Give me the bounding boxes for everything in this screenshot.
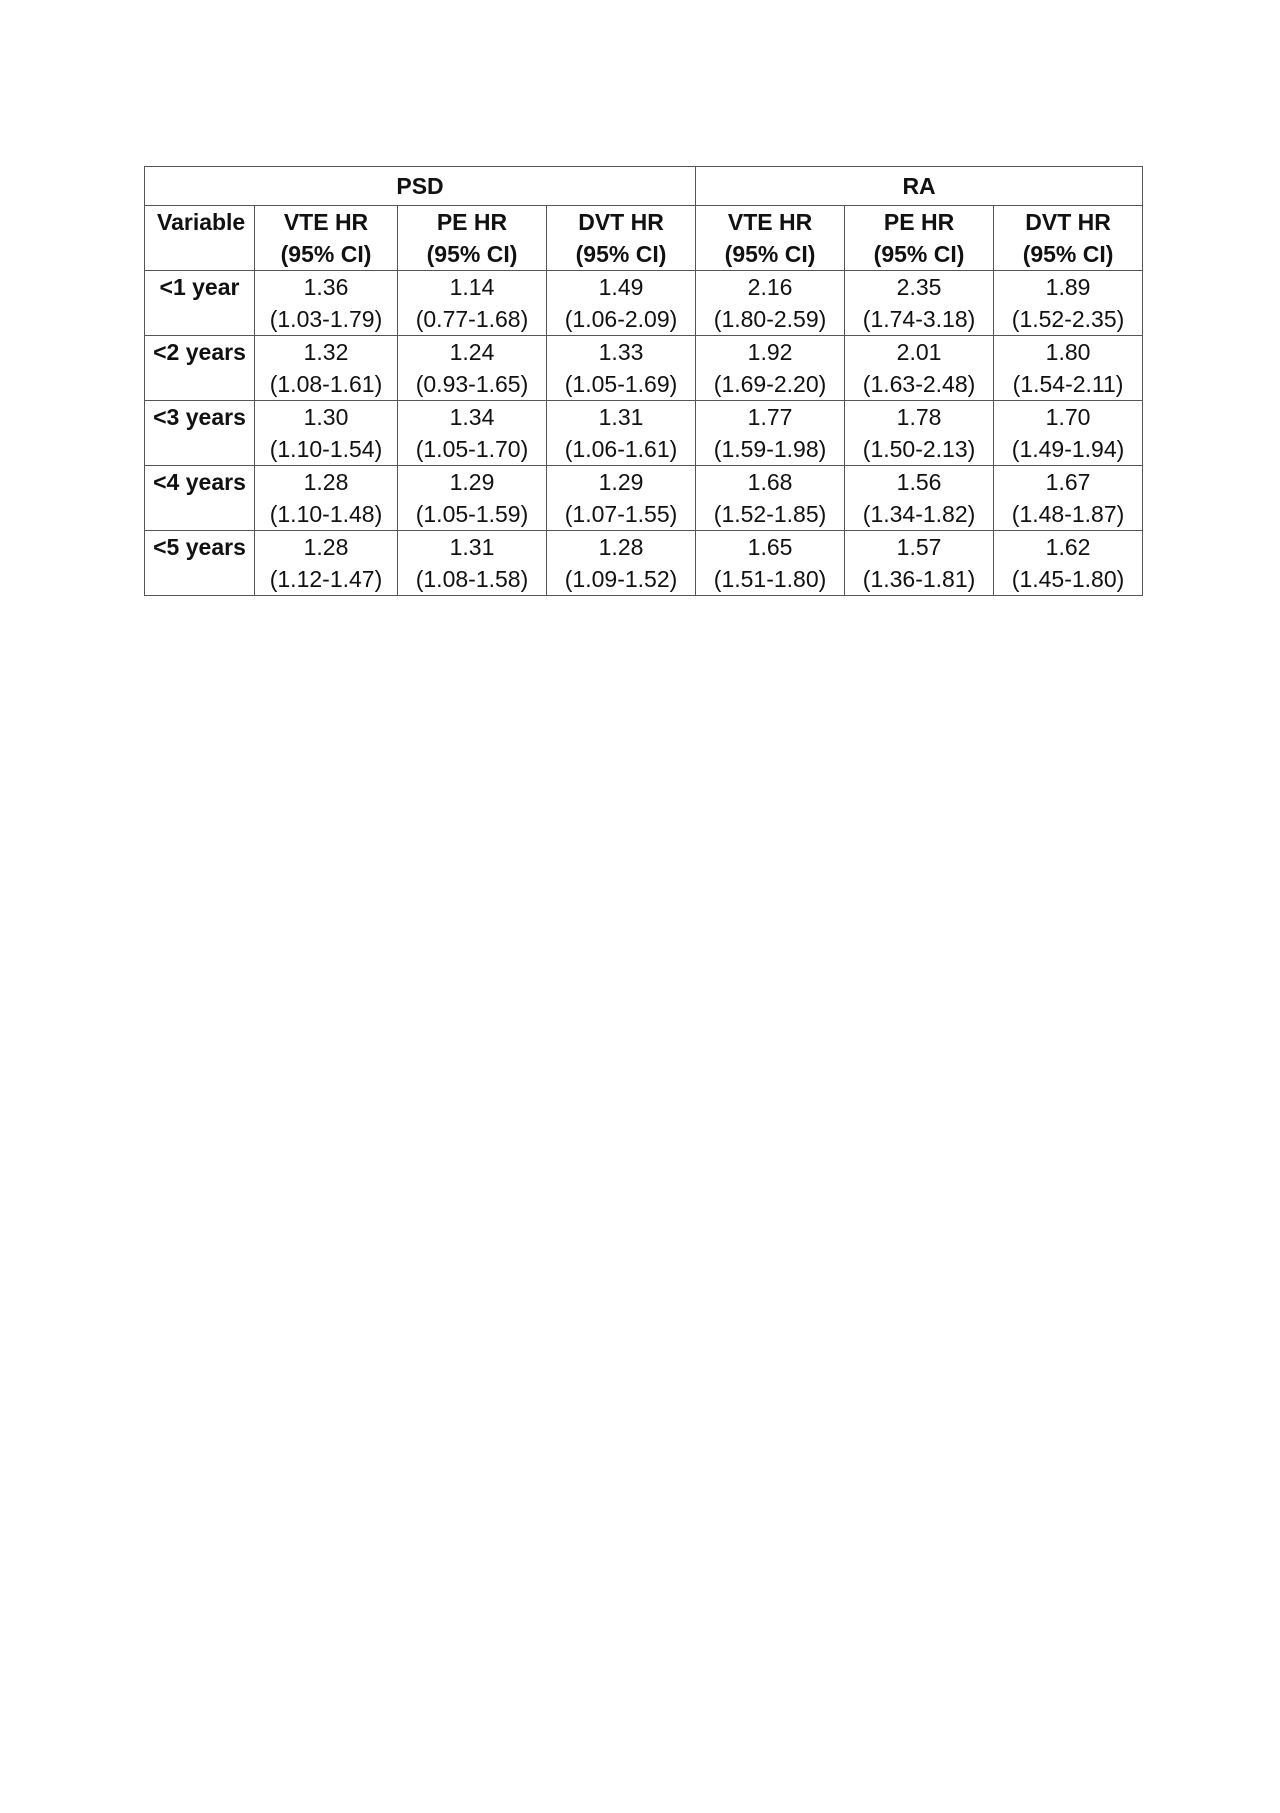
- column-header-line2: (95% CI): [575, 241, 667, 267]
- hr-value: 1.32: [303, 339, 349, 365]
- ci-value: (0.77-1.68): [415, 306, 529, 332]
- column-header-line2: (95% CI): [426, 241, 518, 267]
- table-cell: [994, 336, 1143, 401]
- hr-value: 1.80: [1045, 339, 1091, 365]
- table-cell: [255, 531, 398, 596]
- hr-value: 1.92: [747, 339, 793, 365]
- hr-value: 1.56: [896, 469, 942, 495]
- group-header-ra: RA: [696, 167, 1143, 206]
- hr-value: 1.28: [303, 534, 349, 560]
- table-cell: [547, 401, 696, 466]
- hr-value: 2.16: [747, 274, 793, 300]
- table-cell: [398, 271, 547, 336]
- ci-value: (1.51-1.80): [713, 566, 827, 592]
- table-row: [145, 466, 1143, 531]
- hr-value: 1.77: [747, 404, 793, 430]
- ci-value: (1.09-1.52): [564, 566, 678, 592]
- hr-value: 1.57: [896, 534, 942, 560]
- table-cell: [255, 466, 398, 531]
- table-cell: [845, 271, 994, 336]
- ci-value: (1.03-1.79): [269, 306, 383, 332]
- table-cell: [255, 401, 398, 466]
- ci-value: (1.80-2.59): [713, 306, 827, 332]
- ci-value: (1.45-1.80): [1011, 566, 1125, 592]
- group-header-psd: PSD: [145, 167, 696, 206]
- ci-value: (1.07-1.55): [564, 501, 678, 527]
- hr-value: 1.29: [598, 469, 644, 495]
- table-cell: [696, 271, 845, 336]
- column-header-line2: (95% CI): [724, 241, 816, 267]
- table-body: [145, 271, 1143, 596]
- hr-value: 1.62: [1045, 534, 1091, 560]
- hr-value: 1.70: [1045, 404, 1091, 430]
- hr-value: 1.34: [449, 404, 495, 430]
- table-cell: [547, 466, 696, 531]
- hr-value: 1.36: [303, 274, 349, 300]
- column-header-ra-vte: [696, 206, 845, 271]
- column-header-psd-vte: [255, 206, 398, 271]
- hr-value: 1.67: [1045, 469, 1091, 495]
- table-cell: [696, 401, 845, 466]
- ci-value: (1.36-1.81): [862, 566, 976, 592]
- ci-value: (1.10-1.48): [269, 501, 383, 527]
- row-label: <5 years: [145, 531, 255, 596]
- ci-value: (1.49-1.94): [1011, 436, 1125, 462]
- column-header-line1: VTE HR: [727, 209, 813, 235]
- table-cell: [845, 466, 994, 531]
- ci-value: (1.52-1.85): [713, 501, 827, 527]
- table-cell: [255, 271, 398, 336]
- ci-value: (1.74-3.18): [862, 306, 976, 332]
- hr-value: 1.78: [896, 404, 942, 430]
- hr-value: 1.28: [598, 534, 644, 560]
- table-cell: [398, 401, 547, 466]
- table-cell: [547, 531, 696, 596]
- hr-value: 1.30: [303, 404, 349, 430]
- hr-value: 1.49: [598, 274, 644, 300]
- column-header-ra-dvt: [994, 206, 1143, 271]
- column-header-row: [145, 206, 1143, 271]
- table-cell: [547, 336, 696, 401]
- hazard-ratio-table: [144, 166, 1143, 596]
- ci-value: (0.93-1.65): [415, 371, 529, 397]
- table-cell: [547, 271, 696, 336]
- column-header-line2: (95% CI): [1022, 241, 1114, 267]
- table-row: [145, 531, 1143, 596]
- hr-value: 1.28: [303, 469, 349, 495]
- table-row: [145, 336, 1143, 401]
- hr-value: 2.01: [896, 339, 942, 365]
- table-cell: [398, 531, 547, 596]
- ci-value: (1.34-1.82): [862, 501, 976, 527]
- table-cell: [255, 336, 398, 401]
- row-label: <2 years: [145, 336, 255, 401]
- ci-value: (1.52-2.35): [1011, 306, 1125, 332]
- table-cell: [845, 531, 994, 596]
- column-header-ra-pe: [845, 206, 994, 271]
- table-cell: [398, 336, 547, 401]
- hr-value: 1.29: [449, 469, 495, 495]
- table-cell: [696, 531, 845, 596]
- ci-value: (1.05-1.69): [564, 371, 678, 397]
- hr-value: 1.31: [449, 534, 495, 560]
- variable-header: [145, 206, 255, 271]
- table-cell: [696, 336, 845, 401]
- table-cell: [994, 271, 1143, 336]
- column-header-line1: VTE HR: [283, 209, 369, 235]
- column-header-psd-dvt: [547, 206, 696, 271]
- variable-header-label: Variable: [157, 209, 246, 235]
- row-label: <3 years: [145, 401, 255, 466]
- ci-value: (1.06-1.61): [564, 436, 678, 462]
- ci-value: (1.10-1.54): [269, 436, 383, 462]
- row-label: <4 years: [145, 466, 255, 531]
- ci-value: (1.48-1.87): [1011, 501, 1125, 527]
- hr-value: 1.68: [747, 469, 793, 495]
- hr-value: 1.33: [598, 339, 644, 365]
- table-row: [145, 271, 1143, 336]
- column-header-line2: (95% CI): [873, 241, 965, 267]
- hr-value: 1.65: [747, 534, 793, 560]
- column-header-line1: DVT HR: [1025, 209, 1111, 235]
- table-row: [145, 401, 1143, 466]
- ci-value: (1.05-1.59): [415, 501, 529, 527]
- table-cell: [994, 466, 1143, 531]
- group-header-row: [145, 167, 1143, 206]
- column-header-line1: PE HR: [883, 209, 955, 235]
- ci-value: (1.08-1.61): [269, 371, 383, 397]
- table-cell: [398, 466, 547, 531]
- column-header-psd-pe: [398, 206, 547, 271]
- ci-value: (1.69-2.20): [713, 371, 827, 397]
- hr-value: 1.24: [449, 339, 495, 365]
- table-cell: [696, 466, 845, 531]
- hr-value: 1.31: [598, 404, 644, 430]
- ci-value: (1.05-1.70): [415, 436, 529, 462]
- column-header-line1: DVT HR: [578, 209, 664, 235]
- table-cell: [994, 401, 1143, 466]
- ci-value: (1.63-2.48): [862, 371, 976, 397]
- hr-value: 1.14: [449, 274, 495, 300]
- ci-value: (1.54-2.11): [1012, 371, 1124, 397]
- table-cell: [845, 336, 994, 401]
- ci-value: (1.50-2.13): [862, 436, 976, 462]
- ci-value: (1.06-2.09): [564, 306, 678, 332]
- row-label: <1 year: [145, 271, 255, 336]
- hr-value: 1.89: [1045, 274, 1091, 300]
- ci-value: (1.59-1.98): [713, 436, 827, 462]
- column-header-line2: (95% CI): [280, 241, 372, 267]
- ci-value: (1.12-1.47): [269, 566, 383, 592]
- table-cell: [845, 401, 994, 466]
- hr-value: 2.35: [896, 274, 942, 300]
- table-cell: [994, 531, 1143, 596]
- ci-value: (1.08-1.58): [415, 566, 529, 592]
- column-header-line1: PE HR: [436, 209, 508, 235]
